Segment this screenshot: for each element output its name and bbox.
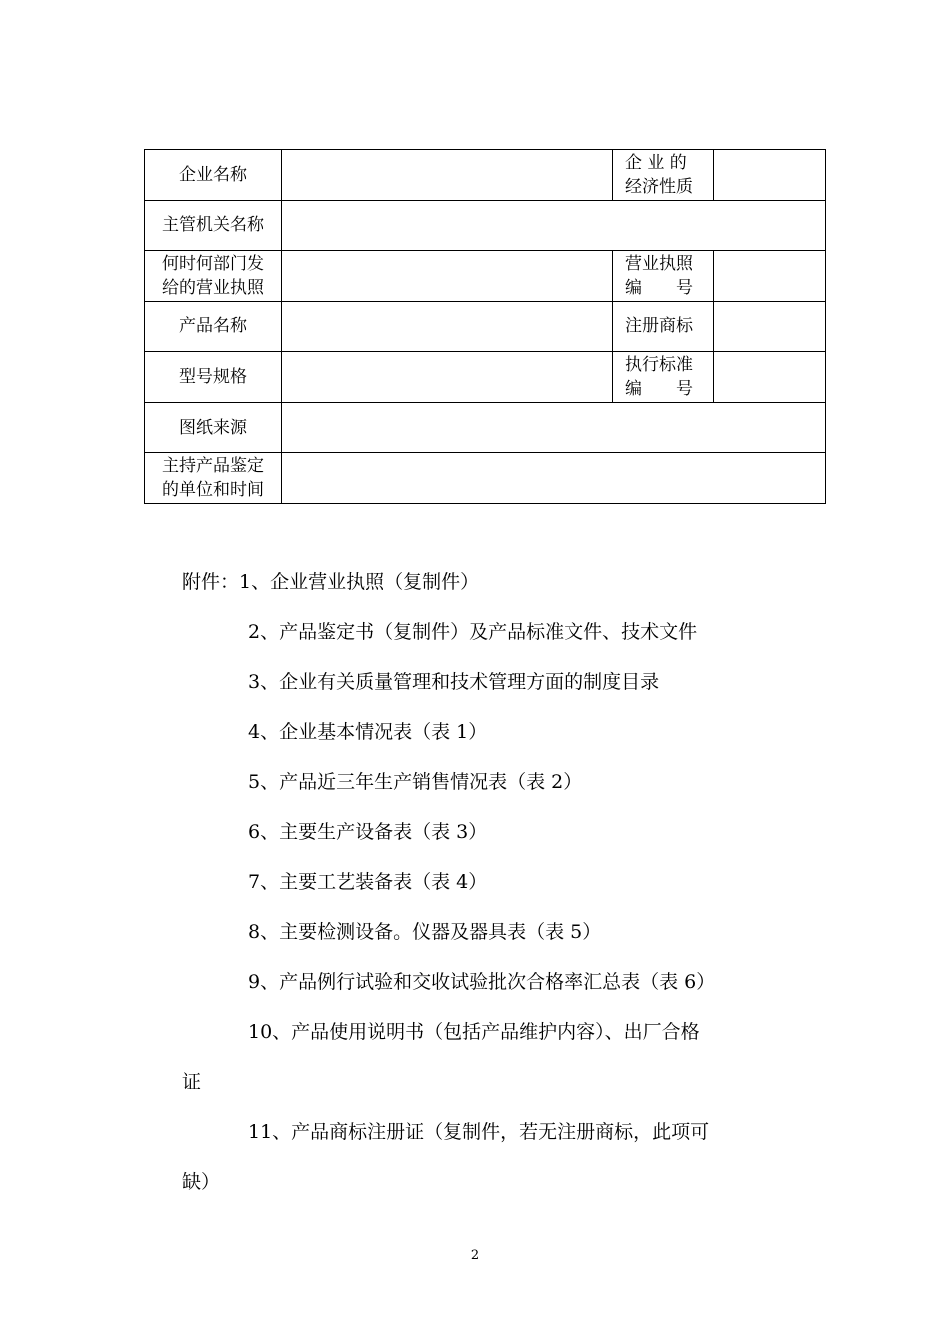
attachment-item: 1、企业营业执照（复制件） bbox=[239, 571, 480, 593]
economic-nature-label-line2: 经济性质 bbox=[625, 176, 693, 197]
economic-nature-cell[interactable] bbox=[714, 150, 826, 201]
trademark-cell[interactable] bbox=[714, 301, 826, 352]
enterprise-name-cell[interactable] bbox=[282, 150, 613, 201]
drawing-source-label: 图纸来源 bbox=[145, 402, 282, 453]
attachment-item-continuation: 证 bbox=[182, 1071, 202, 1093]
model-spec-label: 型号规格 bbox=[145, 352, 282, 403]
product-name-label: 产品名称 bbox=[145, 301, 282, 352]
license-number-label bbox=[613, 251, 714, 302]
product-name-cell[interactable] bbox=[282, 301, 613, 352]
standard-number-label-line2: 编 号 bbox=[625, 379, 693, 400]
standard-number-cell[interactable] bbox=[714, 352, 826, 403]
attachment-item: 10、产品使用说明书（包括产品维护内容）、出厂合格 bbox=[248, 1021, 700, 1043]
trademark-label: 注册商标 bbox=[613, 301, 714, 352]
table-row bbox=[145, 150, 826, 201]
appraisal-unit-label-line1: 主持产品鉴定 bbox=[162, 456, 264, 477]
table-row bbox=[145, 301, 826, 352]
attachment-item: 9、产品例行试验和交收试验批次合格率汇总表（表 6） bbox=[248, 971, 716, 993]
attachment-item: 6、主要生产设备表（表 3） bbox=[248, 821, 488, 843]
attachment-item: 8、主要检测设备。仪器及器具表（表 5） bbox=[248, 921, 602, 943]
page-number: 2 bbox=[470, 1248, 480, 1263]
attachment-line bbox=[182, 567, 479, 594]
attachment-item-continuation: 缺） bbox=[182, 1171, 221, 1193]
attachment-item: 2、产品鉴定书（复制件）及产品标准文件、技术文件 bbox=[248, 621, 698, 643]
appraisal-unit-label-line2: 的单位和时间 bbox=[162, 480, 264, 501]
model-spec-cell[interactable] bbox=[282, 352, 613, 403]
standard-number-label bbox=[613, 352, 714, 403]
standard-number-label-line1: 执行标准 bbox=[625, 355, 693, 376]
enterprise-info-table bbox=[144, 149, 826, 504]
license-number-cell[interactable] bbox=[714, 251, 826, 302]
license-issuer-label bbox=[145, 251, 282, 302]
attachment-item: 11、产品商标注册证（复制件，若无注册商标，此项可 bbox=[248, 1121, 710, 1143]
attachment-item: 5、产品近三年生产销售情况表（表 2） bbox=[248, 771, 583, 793]
license-issuer-label-line1: 何时何部门发 bbox=[162, 253, 264, 274]
drawing-source-cell[interactable] bbox=[282, 402, 826, 453]
attachment-item: 3、企业有关质量管理和技术管理方面的制度目录 bbox=[248, 671, 660, 693]
table-row bbox=[145, 352, 826, 403]
license-number-label-line2: 编 号 bbox=[625, 277, 693, 298]
attachments-prefix: 附件： bbox=[182, 571, 240, 593]
table-row bbox=[145, 200, 826, 251]
table-row bbox=[145, 251, 826, 302]
license-issuer-label-line2: 给的营业执照 bbox=[162, 277, 264, 298]
attachment-item: 7、主要工艺装备表（表 4） bbox=[248, 871, 488, 893]
enterprise-name-label: 企业名称 bbox=[145, 150, 282, 201]
appraisal-unit-label bbox=[145, 453, 282, 504]
appraisal-unit-cell[interactable] bbox=[282, 453, 826, 504]
authority-name-label: 主管机关名称 bbox=[145, 200, 282, 251]
economic-nature-label bbox=[613, 150, 714, 201]
economic-nature-label-line1: 企 业 的 bbox=[625, 152, 687, 173]
table-row bbox=[145, 453, 826, 504]
license-number-label-line1: 营业执照 bbox=[625, 253, 693, 274]
authority-name-cell[interactable] bbox=[282, 200, 826, 251]
attachment-item: 4、企业基本情况表（表 1） bbox=[248, 721, 488, 743]
table-row bbox=[145, 402, 826, 453]
license-issuer-cell[interactable] bbox=[282, 251, 613, 302]
